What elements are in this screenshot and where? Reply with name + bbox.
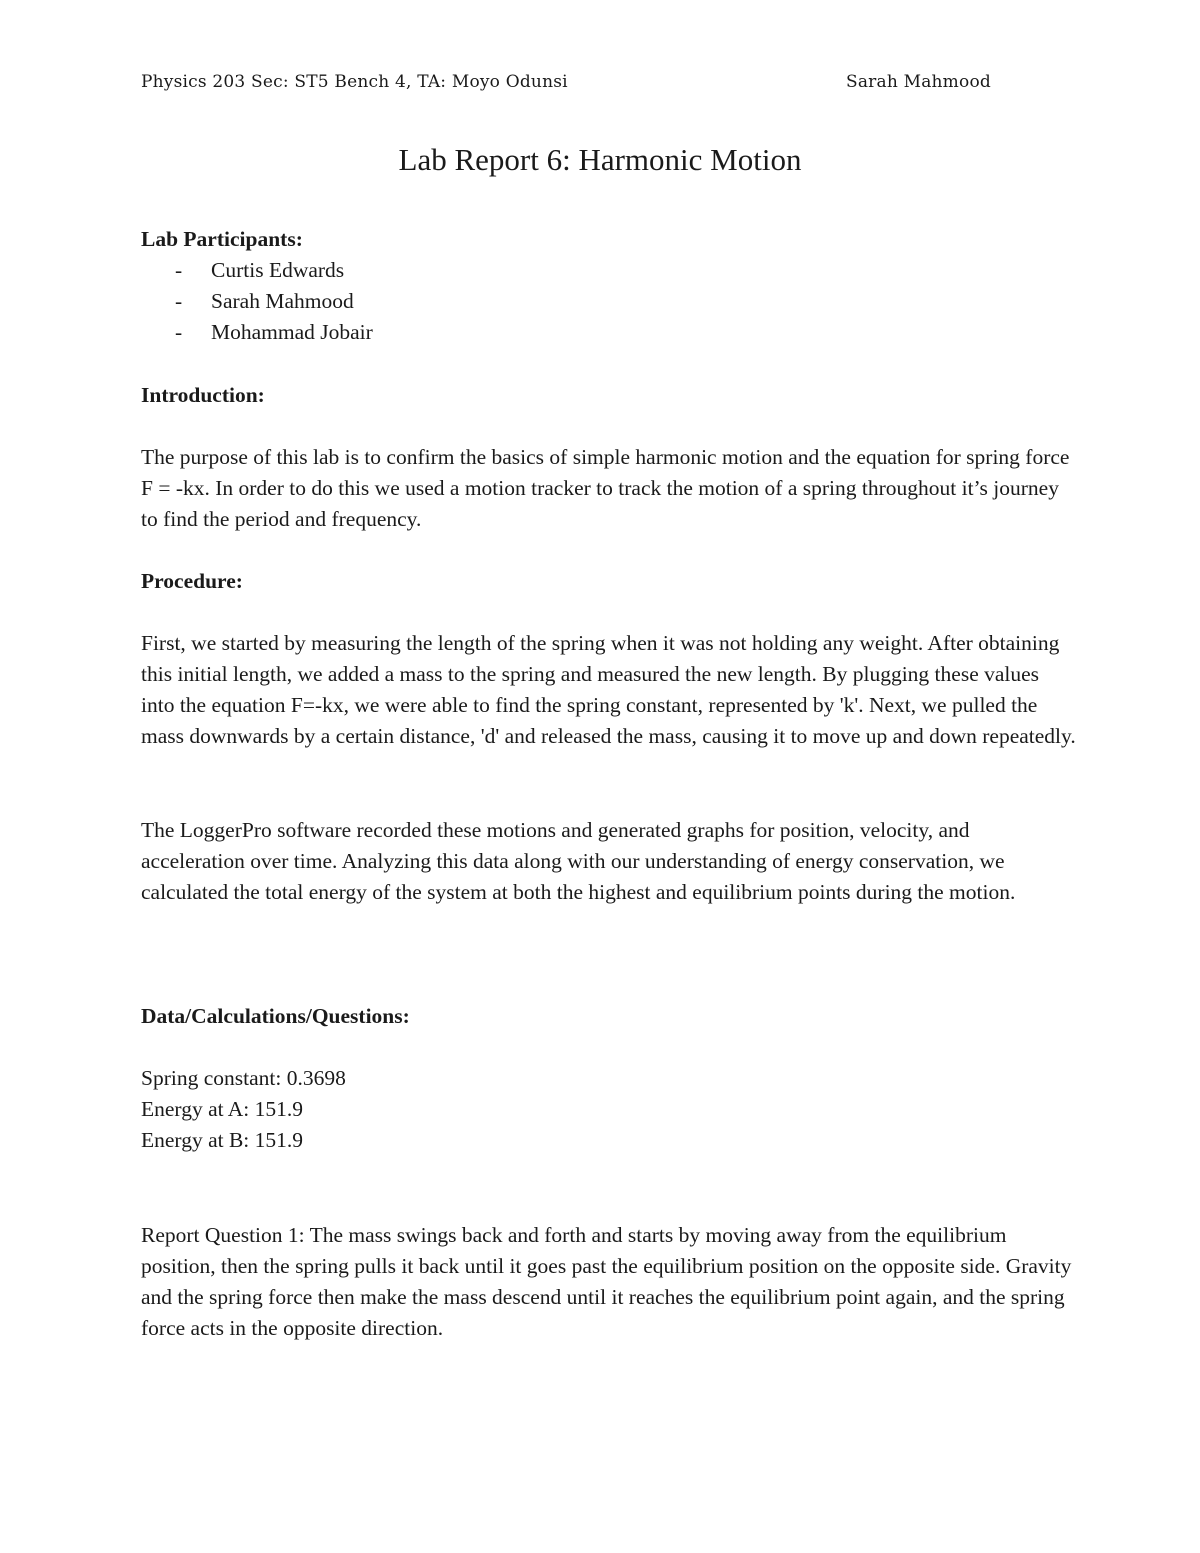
report-question-1: Report Question 1: The mass swings back and forth and starts by moving away from the equilibrium position, then the spring pulls it back until it goes past the equilibrium position on the opposite side. Gravity and the spring force then make the mass descend until it reaches the equilibrium point again, and the spring force acts in the opposite direction. [141,1223,1072,1340]
bullet-dash: - [175,258,183,282]
energy-b-value: Energy at B: 151.9 [141,1128,304,1152]
introduction-paragraph: The purpose of this lab is to confirm the basics of simple harmonic motion and the equation for spring force F = -kx. In order to do this we used a motion tracker to track the motion of a spring throughout it’s journey to find the period and frequency. [141,445,1070,531]
introduction-heading: Introduction: [141,383,265,407]
bullet-dash: - [175,289,183,313]
data-heading: Data/Calculations/Questions: [141,1004,410,1028]
procedure-paragraph-2: The LoggerPro software recorded these motions and generated graphs for position, velocity, and acceleration over time. Analyzing this data along with our understanding of energy conservation, we calculated the total energy of the system at both the highest and equilibrium points during the motion. [141,818,1016,904]
page-title: Lab Report 6: Harmonic Motion [398,142,802,177]
participant-item [175,286,354,317]
participant-name: Curtis Edwards [211,258,345,282]
procedure-heading: Procedure: [141,569,243,593]
spring-constant-value: Spring constant: 0.3698 [141,1066,346,1090]
participants-heading: Lab Participants: [141,227,303,251]
procedure-paragraph-1: First, we started by measuring the length of the spring when it was not holding any weight. After obtaining this initial length, we added a mass to the spring and measured the new length. By plugging these values into the equation F=-kx, we were able to find the spring constant, represented by 'k'. Next, we pulled the mass downwards by a certain distance, 'd' and released the mass, causing it to move up and down repeatedly. [141,631,1076,748]
participant-item [175,255,344,286]
bullet-dash: - [175,320,183,344]
header-author: Sarah Mahmood [846,72,991,92]
participant-name: Sarah Mahmood [211,289,354,313]
participant-item [175,317,373,348]
energy-a-value: Energy at A: 151.9 [141,1097,304,1121]
header-course-info: Physics 203 Sec: ST5 Bench 4, TA: Moyo Odunsi [141,72,568,92]
participant-name: Mohammad Jobair [211,320,373,344]
